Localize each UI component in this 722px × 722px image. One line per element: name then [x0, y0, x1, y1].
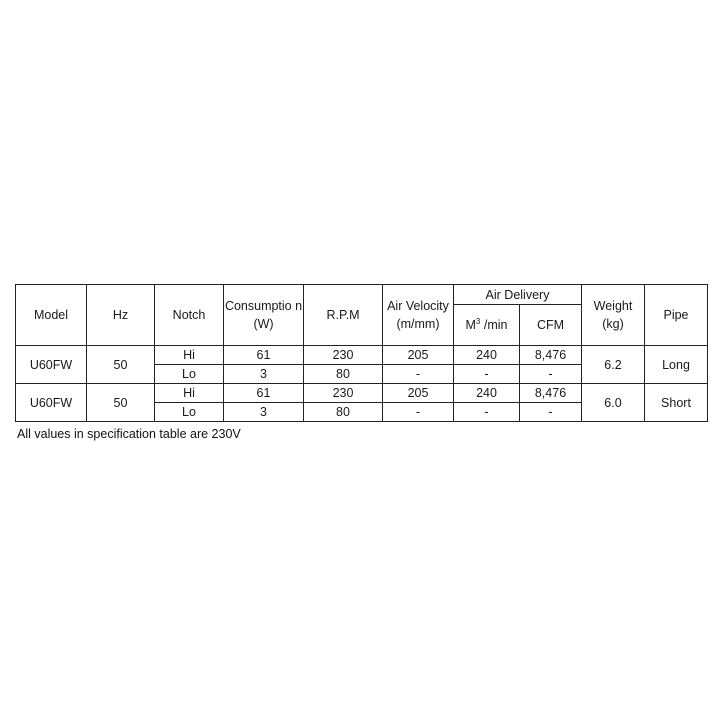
cell-consumption: 61 — [224, 384, 304, 403]
table-row — [16, 346, 708, 365]
header-hz: Hz — [87, 285, 155, 346]
header-air-delivery: Air Delivery — [454, 285, 582, 305]
cell-consumption: 3 — [224, 365, 304, 384]
header-air-velocity: Air Velocity (m/mm) — [383, 285, 454, 346]
header-cfm: CFM — [520, 305, 582, 346]
header-notch: Notch — [155, 285, 224, 346]
specification-table — [15, 284, 708, 422]
cell-cfm: 8,476 — [520, 384, 582, 403]
cell-rpm: 230 — [304, 384, 383, 403]
cell-notch: Lo — [155, 403, 224, 422]
cell-consumption: 61 — [224, 346, 304, 365]
cell-air-velocity: - — [383, 403, 454, 422]
cell-model: U60FW — [16, 384, 87, 422]
cell-air-velocity: 205 — [383, 346, 454, 365]
cell-weight: 6.2 — [582, 346, 645, 384]
cell-m3min: 240 — [454, 346, 520, 365]
cell-cfm: - — [520, 365, 582, 384]
cell-weight: 6.0 — [582, 384, 645, 422]
cell-consumption: 3 — [224, 403, 304, 422]
cell-cfm: 8,476 — [520, 346, 582, 365]
cell-pipe: Short — [645, 384, 708, 422]
cell-hz: 50 — [87, 384, 155, 422]
header-model: Model — [16, 285, 87, 346]
cell-m3min: - — [454, 403, 520, 422]
header-m3-sup: 3 — [475, 316, 481, 326]
header-pipe: Pipe — [645, 285, 708, 346]
cell-notch: Hi — [155, 346, 224, 365]
cell-cfm: - — [520, 403, 582, 422]
cell-rpm: 230 — [304, 346, 383, 365]
header-m3-base: M — [465, 318, 476, 332]
header-weight: Weight (kg) — [582, 285, 645, 346]
table-row — [16, 384, 708, 403]
cell-notch: Lo — [155, 365, 224, 384]
header-rpm: R.P.M — [304, 285, 383, 346]
cell-m3min: 240 — [454, 384, 520, 403]
cell-m3min: - — [454, 365, 520, 384]
cell-rpm: 80 — [304, 365, 383, 384]
cell-air-velocity: 205 — [383, 384, 454, 403]
cell-model: U60FW — [16, 346, 87, 384]
header-m3-per-min — [454, 305, 520, 346]
cell-hz: 50 — [87, 346, 155, 384]
cell-air-velocity: - — [383, 365, 454, 384]
header-consumption: Consumptio n (W) — [224, 285, 304, 346]
cell-pipe: Long — [645, 346, 708, 384]
table-footnote: All values in specification table are 230V — [17, 427, 241, 441]
header-m3-unit: /min — [483, 318, 508, 332]
cell-notch: Hi — [155, 384, 224, 403]
cell-rpm: 80 — [304, 403, 383, 422]
